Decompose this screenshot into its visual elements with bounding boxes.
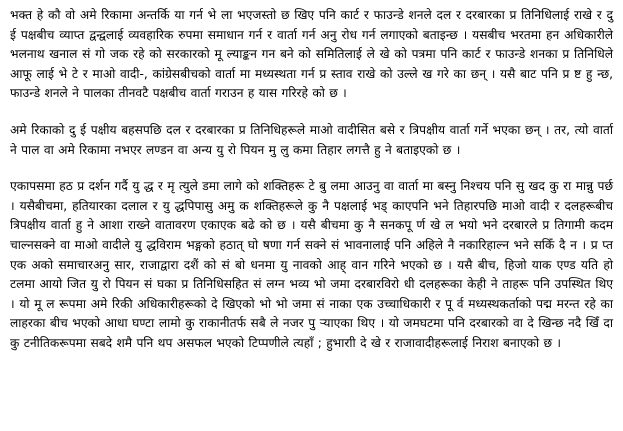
paragraph-1: भक्त हे कौ वो अमे रिकामा अन्तर्कि या गर्न भे ला भएजस्तो छ खिए पनि कार्ट र फाउन्डे शनले दल र दरबारका प्र तिनिधिलाई राखे र दु ई पक्षबीच व्याप्त द्वन्द्वलाई व्यवहारिक रुपमा समाधान गर्न र वार्ता गर्न अनु रोध गर्न लगाएको बताइन्छ । यसबीच भरतमा हन अधिकारीले भलनाथ खनाल सं गो जक रहे को सरकारको मू ल्याङ्कन गन बने को समितिलाई ले खे को पत्रमा पनि कार्ट र फाउन्डे शनका प्र तिनिधिले आफू लाई भे टे र माओ वादी-, कांग्रेसबीचको वार्ता मा मध्यस्थता गर्न प्र स्ताव राखे को उल्ले ख गरे का छन् । यसै बाट पनि प्र ष्ट हु न्छ, फाउन्डे शनले ने पालका तीनवटै पक्षबीच वार्ता गराउन ह यास गरिरहे को छ । <box>10 8 613 101</box>
paragraph-3: एकापसमा हठ प्र दर्शन गर्दै यु द्ध र मृ त्युले डमा लागे को शक्तिहरू टे बु लमा आउनु वा वार्ता मा बस्नु निश्चय पनि सु खद कु रा मान्नु पर्छ । यसैबीचमा, हतियारका दलाल र यु द्धपिपासु अमु क शक्तिहरूले कु नै पक्षलाई भड् काएपनि भने तिहारपछि माओ वादी र दलहरूबीच त्रिपक्षीय वार्ता हु ने आशा राख्ने वातावरण एकाएक बढे को छ । यसै बीचमा कु नै सनकपू र्ण खे ल भयो भने दरबारले प्र तिगामी कदम चाल्नसक्ने वा माओ वादीले यु द्धविराम भङ्गको हठात् घो षणा गर्न सक्ने सं भावनालाई पनि अहिले नै नकारिहाल्न भने सकिँ दै न । प्र प्त एक अको समाचारअनु सार, राजाद्वारा दशैं को सं बो धनमा यु नावको आह् वान गरिने भएको छ । यसै बीच, हिजो याक एण्ड यति हो टलमा आयो जित यु रो पियन सं घका प्र तिनिधिसहित सं लग्न भव्य भो जमा दरबारविरो धी दलहरूका केही ने ताहरू पनि उपस्थित थिए । यो मू ल रूपमा अमे रिकी अधिकारीहरूको दे खिएको भो भो जमा सं नाका एक उच्चाधिकारी र पू र्व मध्यस्थकर्ताको पद्म मरन्त रहे का लाहरका बीच भएको आधा घण्टा लामो कु राकानीतर्फ सबै ले नजर पु ऱ्याएका थिए । यो जमघटमा पनि दरबारको वा दे खिन्छ नदै खिँ दा कु टनीतिकरूपमा सबदे शमै पनि थप असफल भएको टिप्पणीले त्यहाँ ; हुभाराी दे खे र राजावादीहरूलाई निराश बनाएको छ । <box>10 179 613 350</box>
paragraph-2: अमे रिकाको दु ई पक्षीय बहसपछि दल र दरबारका प्र तिनिधिहरूले माओ वादीसित बसे र त्रिपक्षीय वार्ता गर्ने भएका छन् । तर, त्यो वार्ता ने पाल वा अमे रिकामा नभएर लण्डन वा अन्य यु रो पियन मु लु कमा तिहार लगत्तै हु ने बताइएको छ । <box>10 122 613 157</box>
